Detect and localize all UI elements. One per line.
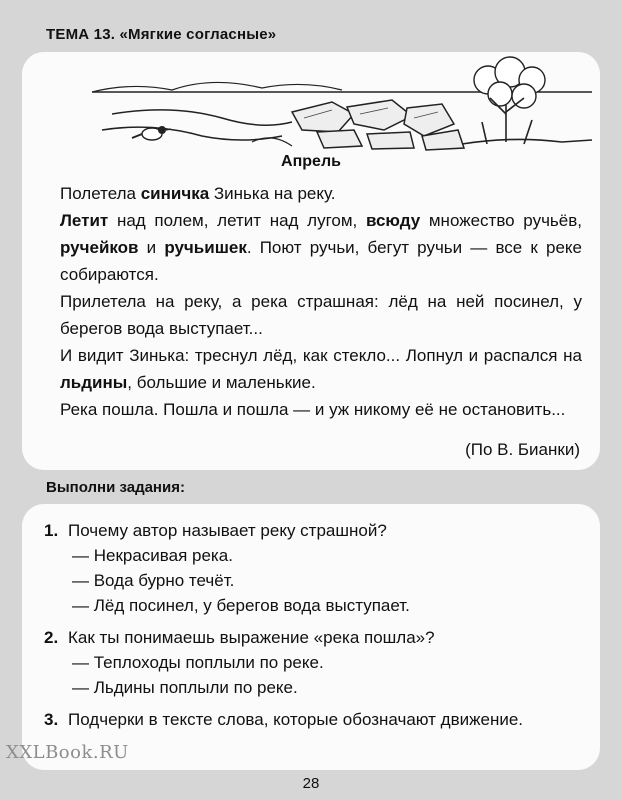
answer-option: — Лёд посинел, у берегов вода выступает. <box>72 596 410 615</box>
text-run: над полем, летит над лугом, <box>108 211 366 230</box>
text-run: Зинька на реку. <box>209 184 336 203</box>
highlighted-word: ручейков <box>60 238 139 257</box>
text-run: множество ручьёв, <box>420 211 582 230</box>
spring-landscape-illustration <box>92 52 592 152</box>
question-text: Подчерки в тексте слова, которые обозначают движение. <box>68 710 524 729</box>
story-paragraph <box>60 288 582 342</box>
watermark: XXLBook.RU <box>6 742 129 763</box>
story-paragraph <box>60 207 582 288</box>
answer-option: — Теплоходы поплыли по реке. <box>72 653 324 672</box>
question-number: 2. <box>44 628 59 647</box>
highlighted-word: всюду <box>365 211 421 230</box>
story-paragraph <box>60 180 582 207</box>
question-text: Почему автор называет реку страшной? <box>68 521 387 540</box>
text-run: , большие и маленькие. <box>127 373 316 392</box>
highlighted-word: синичка <box>140 184 210 203</box>
text-run: . Поют ручьи, бегут ручьи — все к реке собираются. <box>60 238 582 284</box>
highlighted-word: Летит <box>60 211 109 230</box>
tasks-card <box>22 504 600 770</box>
tasks-heading: Выполни задания: <box>46 479 185 496</box>
answer-option: — Льдины поплыли по реке. <box>72 678 298 697</box>
text-run: Полетела <box>60 184 141 203</box>
text-run: и <box>138 238 165 257</box>
story-paragraph <box>60 396 582 423</box>
question-text: Как ты понимаешь выражение «река пошла»? <box>68 628 435 647</box>
text-run: И видит Зинька: треснул лёд, как стекло... Лопнул и распался на <box>60 346 582 365</box>
question-2 <box>44 625 584 650</box>
highlighted-word: льдины <box>60 373 128 392</box>
question-1 <box>44 518 584 543</box>
question-number: 3. <box>44 710 59 729</box>
answer-option: — Некрасивая река. <box>72 546 233 565</box>
highlighted-word: ручьишек <box>164 238 247 257</box>
text-run: Прилетела на реку, а река страшная: лёд на ней посинел, у берегов вода выступает... <box>60 292 582 338</box>
text-run: Река пошла. Пошла и пошла — и уж никому её не остановить... <box>60 400 566 419</box>
question-3 <box>44 707 584 732</box>
story-paragraph <box>60 342 582 396</box>
topic-heading: ТЕМА 13. «Мягкие согласные» <box>46 26 277 43</box>
bird-icon <box>132 126 171 140</box>
story-text <box>60 180 582 423</box>
answer-option: — Вода бурно течёт. <box>72 571 235 590</box>
story-source: (По В. Бианки) <box>465 440 580 459</box>
story-card <box>22 52 600 470</box>
page-number: 28 <box>302 775 320 792</box>
question-number: 1. <box>44 521 59 540</box>
story-title: Апрель <box>281 153 341 170</box>
